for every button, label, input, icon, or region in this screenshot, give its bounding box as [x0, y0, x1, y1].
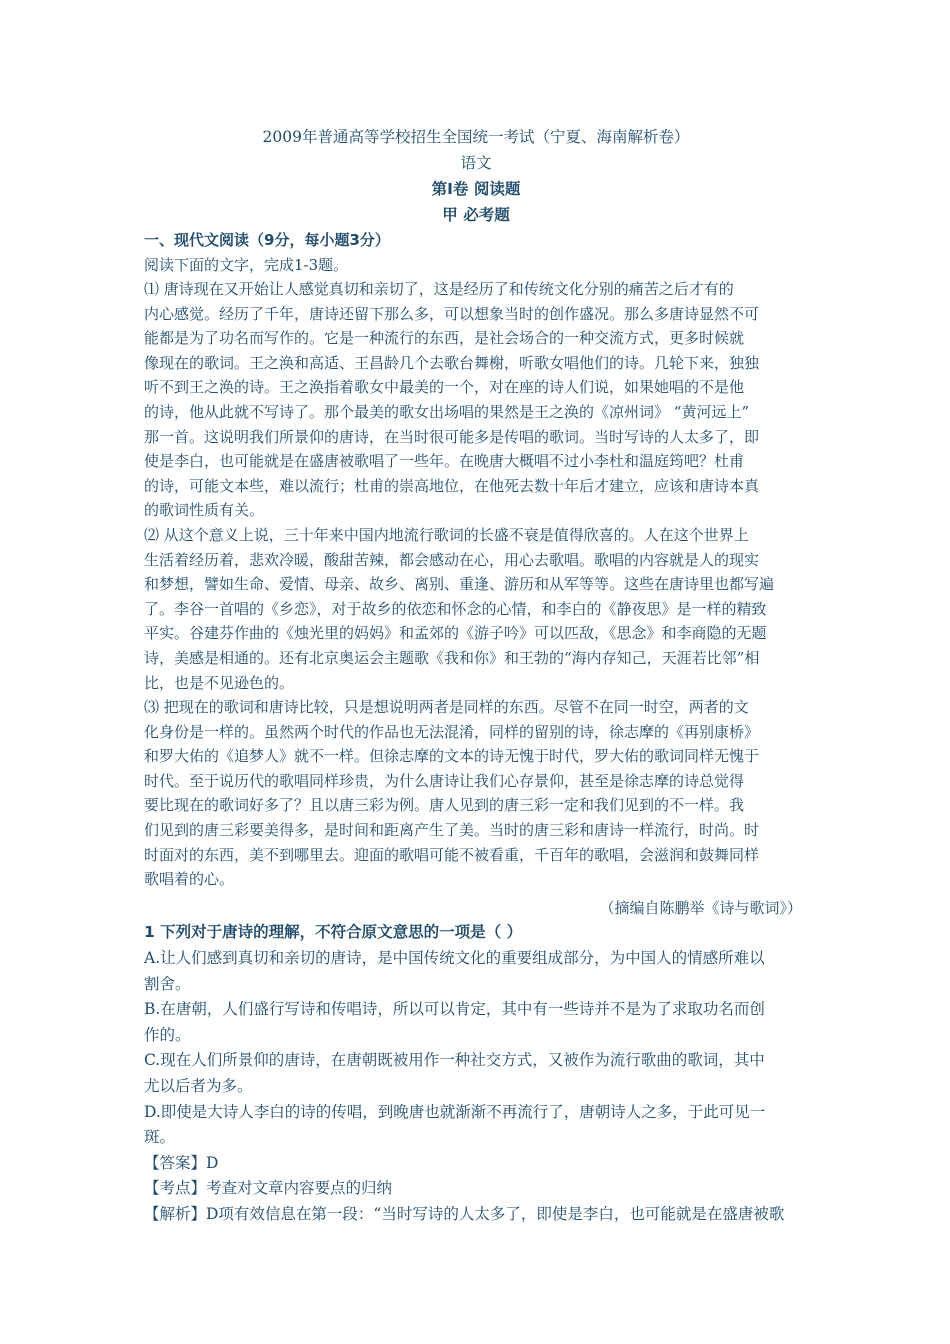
- volume-heading: 第Ⅰ卷 阅读题: [431, 180, 521, 198]
- passage-paragraph-1: [144, 277, 808, 523]
- passage-line: 的歌词性质有关。: [144, 501, 265, 520]
- passage-line: 时面对的东西，美不到哪里去。迎面的歌唱可能不被看重，千百年的歌唱，会滋润和鼓舞同样: [144, 845, 760, 864]
- document-page: [144, 122, 808, 1227]
- passage-source: （摘编自陈鹏举《诗与歌词》）: [599, 898, 802, 917]
- option-c-line: 尤以后者为多。: [144, 1076, 253, 1095]
- passage-line: 像现在的歌词。王之涣和高适、王昌龄几个去歌台舞榭，听歌女唱他们的诗。几轮下来，独独: [144, 353, 760, 372]
- section-heading: 一、现代文阅读（9分，每小题3分）: [144, 231, 390, 249]
- answer-line: 【答案】D: [144, 1153, 219, 1172]
- passage-line: 平实。谷建芬作曲的《烛光里的妈妈》和孟郊的《游子吟》可以匹敌，《思念》和李商隐的无题: [144, 624, 767, 643]
- passage-line: 内心感觉。经历了千年，唐诗还留下那么多，可以想象当时的创作盛况。那么多唐诗显然不可: [144, 304, 760, 323]
- passage-line: 了。李谷一首唱的《乡恋》，对于故乡的依恋和怀念的心情，和李白的《静夜思》是一样的精致: [144, 599, 767, 618]
- question-stem: 1 下列对于唐诗的理解，不符合原文意思的一项是（ ）: [144, 923, 523, 942]
- option-d-line: 斑。: [144, 1128, 176, 1147]
- passage-line: ⑶ 把现在的歌词和唐诗比较，只是想说明两者是同样的东西。尽管不在同一时空，两者的文: [144, 698, 749, 717]
- passage-paragraph-3: [144, 695, 808, 892]
- passage-line: 歌唱着的心。: [144, 870, 235, 889]
- passage-line: 使是李白，也可能就是在盛唐被歌唱了一些年。在晚唐大概唱不过小李杜和温庭筠吧？杜甫: [144, 452, 745, 471]
- part-heading: 甲 必考题: [442, 206, 510, 224]
- option-b-line: 作的。: [144, 1025, 191, 1044]
- passage-line: 那一首。这说明我们所景仰的唐诗，在当时很可能多是传唱的歌词。当时写诗的人太多了，即: [144, 427, 760, 446]
- exam-point-line: 【考点】考查对文章内容要点的归纳: [144, 1179, 393, 1198]
- passage-line: 诗，美感是相通的。还有北京奥运会主题歌《我和你》和王勃的“海内存知己，天涯若比邻”相: [144, 648, 760, 667]
- passage-line: ⑵ 从这个意义上说，三十年来中国内地流行歌词的长盛不衰是值得欣喜的。人在这个世界上: [144, 525, 749, 544]
- option-a-line: A.让人们感到真切和亲切的唐诗，是中国传统文化的重要组成部分，为中国人的情感所难以: [144, 948, 765, 967]
- passage-line: ⑴ 唐诗现在又开始让人感觉真切和亲切了，这是经历了和传统文化分别的痛苦之后才有的: [144, 280, 734, 298]
- passage-line: 听不到王之涣的诗。王之涣指着歌女中最美的一个，对在座的诗人们说，如果她唱的不是他: [144, 378, 745, 397]
- option-c-line: C.现在人们所景仰的唐诗，在唐朝既被用作一种社交方式，又被作为流行歌曲的歌词，其中: [144, 1051, 765, 1070]
- analysis-line: 【解析】D项有效信息在第一段：“当时写诗的人太多了，即使是李白，也可能就是在盛唐被歌: [144, 1204, 785, 1223]
- passage-line: 和罗大佑的《追梦人》就不一样。但徐志摩的文本的诗无愧于时代，罗大佑的歌词同样无愧于: [144, 747, 760, 766]
- passage-line: 化身份是一样的。虽然两个时代的作品也无法混淆，同样的留别的诗，徐志摩的《再别康桥》: [144, 722, 760, 741]
- option-d-line: D.即使是大诗人李白的诗的传唱，到晚唐也就渐渐不再流行了，唐朝诗人之多，于此可见一: [144, 1102, 766, 1121]
- exam-title: 2009年普通高等学校招生全国统一考试（宁夏、海南解析卷）: [262, 128, 690, 146]
- option-b-line: B.在唐朝，人们盛行写诗和传唱诗，所以可以肯定，其中有一些诗并不是为了求取功名而创: [144, 1000, 765, 1019]
- question-1: [144, 920, 808, 1227]
- passage-line: 们见到的唐三彩要美得多，是时间和距离产生了美。当时的唐三彩和唐诗一样流行，时尚。时: [144, 821, 760, 840]
- passage-line: 和梦想，譬如生命、爱情、母亲、故乡、离别、重逢、游历和从军等等。这些在唐诗里也都写遍: [144, 575, 775, 594]
- instruction-text: 阅读下面的文字，完成1-3题。: [144, 255, 349, 274]
- passage-line: 的诗，他从此就不写诗了。那个最美的歌女出场唱的果然是王之涣的《凉州词》 “黄河远上”: [144, 402, 750, 421]
- option-a-line: 割舍。: [144, 974, 191, 993]
- passage-line: 时代。至于说历代的歌唱同样珍贵，为什么唐诗让我们心存景仰，甚至是徐志摩的诗总觉得: [144, 771, 745, 790]
- subject-label: 语文: [460, 154, 492, 172]
- passage-line: 的诗，可能文本些，难以流行；杜甫的崇高地位，在他死去数十年后才建立，应该和唐诗本真: [144, 476, 760, 495]
- passage-paragraph-2: [144, 523, 808, 695]
- passage-line: 能都是为了功名而写作的。它是一种流行的东西，是社会场合的一种交流方式，更多时候就: [144, 329, 745, 348]
- passage-line: 生活着经历着，悲欢冷暖，酸甜苦辣，都会感动在心，用心去歌唱。歌唱的内容就是人的现实: [144, 550, 760, 569]
- passage-line: 比，也是不见逊色的。: [144, 673, 295, 692]
- passage-line: 要比现在的歌词好多了？且以唐三彩为例。唐人见到的唐三彩一定和我们见到的不一样。我: [144, 796, 745, 815]
